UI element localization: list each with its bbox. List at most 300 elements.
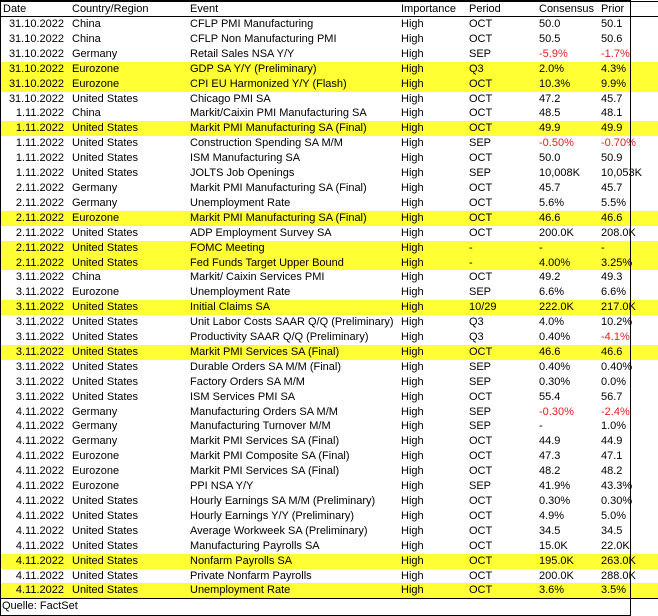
- cell-date: 3.11.2022: [1, 300, 70, 315]
- cell-country: United States: [72, 375, 139, 388]
- cell-event: Manufacturing Payrolls SA: [190, 539, 320, 552]
- cell-event: Manufacturing Turnover M/M: [190, 420, 331, 433]
- table-row: [1, 449, 658, 464]
- cell-prior: 45.7: [601, 92, 623, 105]
- cell-period: OCT: [467, 345, 537, 360]
- cell-prior: 3.5%: [599, 583, 658, 598]
- cell-date: 4.11.2022: [15, 495, 64, 507]
- cell-country: Germany: [72, 405, 118, 418]
- cell-prior: 10.2%: [601, 316, 633, 329]
- cell-date: 3.11.2022: [15, 390, 64, 403]
- cell-prior: 56.7: [601, 390, 623, 403]
- table-row: [1, 583, 658, 598]
- cell-consensus: 44.9: [539, 435, 561, 448]
- cell-date: 4.11.2022: [15, 435, 64, 448]
- cell-period: OCT: [469, 271, 493, 284]
- cell-event: CFLP Non Manufacturing PMI: [190, 32, 337, 45]
- cell-period: OCT: [469, 107, 493, 120]
- cell-date: 3.11.2022: [15, 331, 64, 344]
- cell-consensus: 0.40%: [539, 360, 571, 373]
- cell-importance: High: [401, 226, 424, 239]
- cell-importance: High: [401, 375, 424, 388]
- cell-period: OCT: [467, 211, 537, 226]
- cell-period: OCT: [469, 92, 493, 105]
- cell-event: Markit PMI Manufacturing SA (Final): [188, 211, 399, 226]
- cell-event: Retail Sales NSA Y/Y: [190, 47, 295, 60]
- cell-date: 4.11.2022: [15, 450, 64, 463]
- table-body: [1, 17, 658, 599]
- table-row: [1, 62, 658, 77]
- cell-consensus: 55.4: [539, 390, 561, 403]
- cell-importance: High: [399, 241, 467, 256]
- cell-country: United States: [70, 256, 188, 271]
- cell-importance: High: [401, 271, 424, 284]
- cell-date: 4.11.2022: [1, 554, 70, 569]
- cell-period: OCT: [467, 554, 537, 569]
- cell-prior: 6.6%: [601, 286, 627, 299]
- cell-event: CFLP PMI Manufacturing: [190, 18, 314, 30]
- header-importance: Importance: [399, 2, 467, 17]
- cell-period: OCT: [469, 539, 493, 552]
- cell-event: Markit PMI Services SA (Final): [188, 345, 399, 360]
- cell-consensus: 5.6%: [539, 196, 565, 209]
- cell-event: Nonfarm Payrolls SA: [188, 554, 399, 569]
- cell-importance: High: [401, 495, 424, 507]
- table-row: [1, 524, 658, 539]
- table-row: [1, 166, 658, 181]
- header-consensus: Consensus: [537, 2, 599, 17]
- cell-prior: 34.5: [601, 524, 623, 537]
- cell-consensus: 4.0%: [539, 316, 565, 329]
- cell-period: OCT: [469, 569, 493, 582]
- cell-country: United States: [72, 92, 139, 105]
- table-row: [1, 32, 658, 47]
- cell-importance: High: [401, 32, 424, 45]
- cell-importance: High: [401, 420, 424, 433]
- cell-event: Markit PMI Services SA (Final): [190, 435, 340, 448]
- cell-period: Q3: [469, 316, 484, 329]
- cell-event: Markit PMI Services SA (Final): [190, 465, 340, 478]
- cell-event: Fed Funds Target Upper Bound: [188, 256, 399, 271]
- cell-consensus: 49.9: [537, 121, 599, 136]
- cell-event: Unemployment Rate: [188, 583, 399, 598]
- cell-country: United States: [70, 554, 188, 569]
- cell-event: Construction Spending SA M/M: [190, 137, 343, 150]
- cell-event: Unit Labor Costs SAAR Q/Q (Preliminary): [190, 316, 394, 329]
- cell-prior: 0.30%: [601, 495, 633, 507]
- cell-importance: High: [401, 509, 424, 522]
- header-date: Date: [1, 2, 70, 17]
- cell-importance: High: [401, 167, 424, 180]
- cell-importance: High: [399, 211, 467, 226]
- cell-period: OCT: [469, 524, 493, 537]
- cell-consensus: 47.2: [539, 92, 561, 105]
- cell-period: Q3: [467, 62, 537, 77]
- cell-consensus: 2.0%: [537, 62, 599, 77]
- cell-consensus: 50.0: [539, 18, 561, 30]
- table-row: [1, 539, 658, 554]
- cell-country: China: [72, 32, 101, 45]
- cell-prior: 5.5%: [601, 196, 627, 209]
- cell-period: OCT: [469, 450, 493, 463]
- cell-date: 31.10.2022: [1, 62, 70, 77]
- cell-importance: High: [399, 300, 467, 315]
- cell-period: SEP: [469, 480, 492, 493]
- cell-importance: High: [399, 62, 467, 77]
- table-row: [1, 315, 658, 330]
- cell-period: OCT: [469, 196, 493, 209]
- table-row: [1, 360, 658, 375]
- cell-importance: High: [401, 92, 424, 105]
- cell-country: Germany: [72, 181, 118, 194]
- cell-event: Average Workweek SA (Preliminary): [190, 524, 368, 537]
- cell-country: China: [72, 18, 101, 30]
- cell-event: FOMC Meeting: [188, 241, 399, 256]
- cell-date: 1.11.2022: [15, 137, 64, 150]
- cell-date: 2.11.2022: [1, 211, 70, 226]
- table-row: [1, 17, 658, 32]
- cell-importance: High: [401, 196, 424, 209]
- table-row: [1, 211, 658, 226]
- table-row: [1, 330, 658, 345]
- cell-event: Markit PMI Manufacturing SA (Final): [190, 181, 367, 194]
- cell-prior: 208.0K: [601, 226, 636, 239]
- cell-date: 3.11.2022: [15, 271, 64, 284]
- cell-prior: 217.0K: [599, 300, 658, 315]
- cell-event: PPI NSA Y/Y: [190, 480, 254, 493]
- cell-event: Unemployment Rate: [190, 286, 291, 299]
- table-row: [1, 464, 658, 479]
- header-event: Event: [188, 2, 399, 17]
- cell-period: SEP: [469, 167, 492, 180]
- cell-importance: High: [399, 554, 467, 569]
- cell-event: Unemployment Rate: [190, 196, 291, 209]
- cell-prior: 0.0%: [601, 375, 627, 388]
- cell-country: United States: [72, 360, 139, 373]
- table-row: [1, 181, 658, 196]
- cell-period: OCT: [469, 495, 493, 507]
- cell-period: -: [467, 256, 537, 271]
- cell-consensus: 47.3: [539, 450, 561, 463]
- cell-country: United States: [70, 241, 188, 256]
- cell-consensus: 41.9%: [539, 480, 571, 493]
- cell-prior: 45.7: [601, 181, 623, 194]
- cell-country: United States: [72, 524, 139, 537]
- cell-importance: High: [401, 360, 424, 373]
- cell-consensus: 48.5: [539, 107, 561, 120]
- cell-date: 4.11.2022: [15, 465, 64, 478]
- cell-consensus: 15.0K: [539, 539, 568, 552]
- cell-importance: High: [401, 316, 424, 329]
- table-row: [1, 256, 658, 271]
- cell-country: Germany: [72, 420, 118, 433]
- table-row: [1, 106, 658, 121]
- cell-country: Eurozone: [72, 286, 120, 299]
- cell-country: Eurozone: [70, 62, 188, 77]
- calendar-table: [1, 1, 658, 599]
- cell-event: Durable Orders SA M/M (Final): [190, 360, 341, 373]
- header-prior: Prior: [599, 2, 658, 17]
- cell-importance: High: [401, 405, 424, 418]
- cell-prior: 10,053K: [601, 167, 642, 180]
- cell-prior: 44.9: [601, 435, 623, 448]
- cell-prior: 50.1: [601, 18, 623, 30]
- cell-period: SEP: [469, 137, 492, 150]
- table-row: [1, 405, 658, 420]
- cell-consensus: 34.5: [539, 524, 561, 537]
- cell-prior: 5.0%: [601, 509, 627, 522]
- cell-importance: High: [401, 152, 424, 165]
- cell-prior: 288.0K: [601, 569, 636, 582]
- cell-country: Eurozone: [70, 77, 188, 92]
- cell-date: 3.11.2022: [15, 316, 64, 329]
- cell-event: Private Nonfarm Payrolls: [190, 569, 312, 582]
- cell-prior: 263.0K: [599, 554, 658, 569]
- cell-country: United States: [72, 137, 139, 150]
- cell-event: Markit/Caixin PMI Manufacturing SA: [190, 107, 367, 120]
- cell-date: 1.11.2022: [15, 107, 64, 120]
- cell-event: GDP SA Y/Y (Preliminary): [188, 62, 399, 77]
- cell-importance: High: [399, 583, 467, 598]
- header-country: Country/Region: [70, 2, 188, 17]
- cell-event: ADP Employment Survey SA: [190, 226, 332, 239]
- cell-prior: 1.0%: [601, 420, 627, 433]
- cell-country: United States: [72, 152, 139, 165]
- cell-importance: High: [401, 331, 424, 344]
- cell-consensus: 6.6%: [539, 286, 565, 299]
- cell-importance: High: [401, 524, 424, 537]
- cell-period: -: [467, 241, 537, 256]
- cell-country: United States: [72, 569, 139, 582]
- table-row: [1, 390, 658, 405]
- cell-date: 31.10.2022: [8, 92, 64, 105]
- cell-importance: High: [401, 480, 424, 493]
- table-row: [1, 554, 658, 569]
- cell-country: United States: [72, 226, 139, 239]
- cell-date: 3.11.2022: [15, 286, 64, 299]
- cell-prior: 9.9%: [599, 77, 658, 92]
- cell-event: Markit PMI Composite SA (Final): [190, 450, 350, 463]
- cell-consensus: 3.6%: [537, 583, 599, 598]
- cell-period: OCT: [469, 465, 493, 478]
- cell-consensus: 50.5: [539, 32, 561, 45]
- table-row: [1, 196, 658, 211]
- cell-consensus: 50.0: [539, 152, 561, 165]
- cell-consensus: -: [539, 420, 543, 433]
- cell-period: OCT: [469, 509, 493, 522]
- cell-consensus: 49.2: [539, 271, 561, 284]
- cell-date: 4.11.2022: [1, 583, 70, 598]
- cell-importance: High: [401, 569, 424, 582]
- cell-period: OCT: [469, 226, 493, 239]
- cell-importance: High: [401, 137, 424, 150]
- cell-date: 4.11.2022: [15, 405, 64, 418]
- cell-date: 1.11.2022: [1, 121, 70, 136]
- cell-date: 3.11.2022: [15, 360, 64, 373]
- cell-consensus: 10,008K: [539, 167, 580, 180]
- cell-country: Eurozone: [72, 450, 120, 463]
- cell-period: OCT: [469, 32, 493, 45]
- cell-prior: 49.9: [599, 121, 658, 136]
- cell-prior: 46.6: [599, 211, 658, 226]
- cell-importance: High: [401, 465, 424, 478]
- cell-prior: 48.1: [601, 107, 623, 120]
- cell-country: Eurozone: [70, 211, 188, 226]
- table-row: [1, 285, 658, 300]
- cell-consensus: 0.30%: [539, 375, 571, 388]
- cell-country: Germany: [72, 196, 118, 209]
- cell-country: United States: [70, 300, 188, 315]
- cell-importance: High: [401, 47, 424, 60]
- table-row: [1, 345, 658, 360]
- cell-date: 31.10.2022: [8, 32, 64, 45]
- cell-prior: 43.3%: [601, 480, 633, 493]
- cell-event: Factory Orders SA M/M: [190, 375, 305, 388]
- cell-consensus: -0.50%: [539, 137, 574, 150]
- cell-date: 31.10.2022: [8, 18, 64, 30]
- cell-period: OCT: [467, 583, 537, 598]
- table-row: [1, 300, 658, 315]
- header-period: Period: [467, 2, 537, 17]
- cell-country: China: [72, 271, 101, 284]
- cell-importance: High: [401, 18, 424, 30]
- cell-consensus: -5.9%: [539, 47, 568, 60]
- header-row: [1, 2, 658, 17]
- table-row: [1, 270, 658, 285]
- cell-country: United States: [72, 316, 139, 329]
- cell-importance: High: [401, 435, 424, 448]
- cell-date: 31.10.2022: [8, 47, 64, 60]
- cell-prior: 0.40%: [601, 360, 633, 373]
- table-row: [1, 241, 658, 256]
- cell-country: United States: [70, 583, 188, 598]
- table-row: [1, 569, 658, 584]
- cell-period: Q3: [469, 331, 484, 344]
- cell-prior: 48.2: [601, 465, 623, 478]
- economic-calendar: [1, 1, 642, 599]
- source-note: Quelle: FactSet: [2, 600, 78, 612]
- cell-date: 2.11.2022: [15, 181, 64, 194]
- cell-date: 4.11.2022: [15, 539, 64, 552]
- cell-date: 3.11.2022: [15, 375, 64, 388]
- cell-importance: High: [401, 181, 424, 194]
- cell-event: Markit PMI Manufacturing SA (Final): [188, 121, 399, 136]
- cell-consensus: 46.6: [537, 345, 599, 360]
- cell-country: United States: [72, 495, 139, 507]
- cell-importance: High: [401, 107, 424, 120]
- cell-event: ISM Manufacturing SA: [190, 152, 301, 165]
- cell-event: Chicago PMI SA: [190, 92, 271, 105]
- cell-country: United States: [70, 345, 188, 360]
- cell-event: Hourly Earnings SA M/M (Preliminary): [190, 495, 376, 507]
- cell-event: Hourly Earnings Y/Y (Preliminary): [190, 509, 355, 522]
- cell-consensus: 48.2: [539, 465, 561, 478]
- table-row: [1, 434, 658, 449]
- cell-prior: -2.4%: [601, 405, 630, 418]
- cell-event: Markit/ Caixin Services PMI: [190, 271, 325, 284]
- cell-prior: -4.1%: [601, 331, 630, 344]
- cell-prior: 50.6: [601, 32, 623, 45]
- cell-consensus: 200.0K: [539, 226, 574, 239]
- table-row: [1, 136, 658, 151]
- cell-importance: High: [399, 121, 467, 136]
- cell-period: OCT: [469, 435, 493, 448]
- cell-period: OCT: [467, 121, 537, 136]
- cell-importance: High: [399, 77, 467, 92]
- cell-event: JOLTS Job Openings: [190, 167, 295, 180]
- cell-period: SEP: [469, 420, 492, 433]
- cell-country: United States: [72, 167, 139, 180]
- cell-period: SEP: [469, 360, 492, 373]
- cell-consensus: 195.0K: [537, 554, 599, 569]
- cell-date: 2.11.2022: [15, 196, 64, 209]
- cell-consensus: -: [537, 241, 599, 256]
- cell-country: United States: [72, 539, 139, 552]
- cell-period: OCT: [469, 18, 493, 30]
- cell-period: OCT: [467, 77, 537, 92]
- cell-country: Germany: [72, 47, 118, 60]
- cell-event: CPI EU Harmonized Y/Y (Flash): [188, 77, 399, 92]
- cell-date: 4.11.2022: [15, 480, 64, 493]
- cell-prior: 4.3%: [599, 62, 658, 77]
- table-row: [1, 375, 658, 390]
- table-row: [1, 419, 658, 434]
- table-row: [1, 494, 658, 509]
- cell-importance: High: [401, 390, 424, 403]
- cell-country: Eurozone: [72, 480, 120, 493]
- cell-period: SEP: [469, 47, 492, 60]
- cell-importance: High: [401, 539, 424, 552]
- cell-period: SEP: [469, 375, 492, 388]
- cell-country: China: [72, 107, 101, 120]
- cell-importance: High: [401, 450, 424, 463]
- cell-prior: -0.70%: [601, 137, 636, 150]
- cell-consensus: 46.6: [537, 211, 599, 226]
- cell-prior: 46.6: [599, 345, 658, 360]
- cell-date: 4.11.2022: [15, 420, 64, 433]
- table-row: [1, 92, 658, 107]
- cell-period: SEP: [469, 405, 492, 418]
- table-row: [1, 121, 658, 136]
- cell-date: 3.11.2022: [1, 345, 70, 360]
- cell-consensus: 222.0K: [537, 300, 599, 315]
- cell-event: Productivity SAAR Q/Q (Preliminary): [190, 331, 369, 344]
- table-row: [1, 151, 658, 166]
- cell-date: 4.11.2022: [15, 524, 64, 537]
- cell-date: 1.11.2022: [15, 167, 64, 180]
- cell-consensus: -0.30%: [539, 405, 574, 418]
- cell-country: United States: [72, 331, 139, 344]
- cell-period: SEP: [469, 286, 492, 299]
- cell-consensus: 4.00%: [537, 256, 599, 271]
- table-row: [1, 509, 658, 524]
- cell-consensus: 0.40%: [539, 331, 571, 344]
- cell-date: 1.11.2022: [15, 152, 64, 165]
- cell-prior: 50.9: [601, 152, 623, 165]
- cell-consensus: 4.9%: [539, 509, 565, 522]
- cell-prior: 22.0K: [601, 539, 630, 552]
- cell-date: 4.11.2022: [15, 569, 64, 582]
- cell-date: 2.11.2022: [1, 256, 70, 271]
- cell-country: United States: [70, 121, 188, 136]
- cell-event: ISM Services PMI SA: [190, 390, 296, 403]
- cell-date: 31.10.2022: [1, 77, 70, 92]
- cell-date: 2.11.2022: [1, 241, 70, 256]
- cell-date: 4.11.2022: [15, 509, 64, 522]
- cell-importance: High: [399, 345, 467, 360]
- cell-prior: 47.1: [601, 450, 623, 463]
- cell-period: OCT: [469, 390, 493, 403]
